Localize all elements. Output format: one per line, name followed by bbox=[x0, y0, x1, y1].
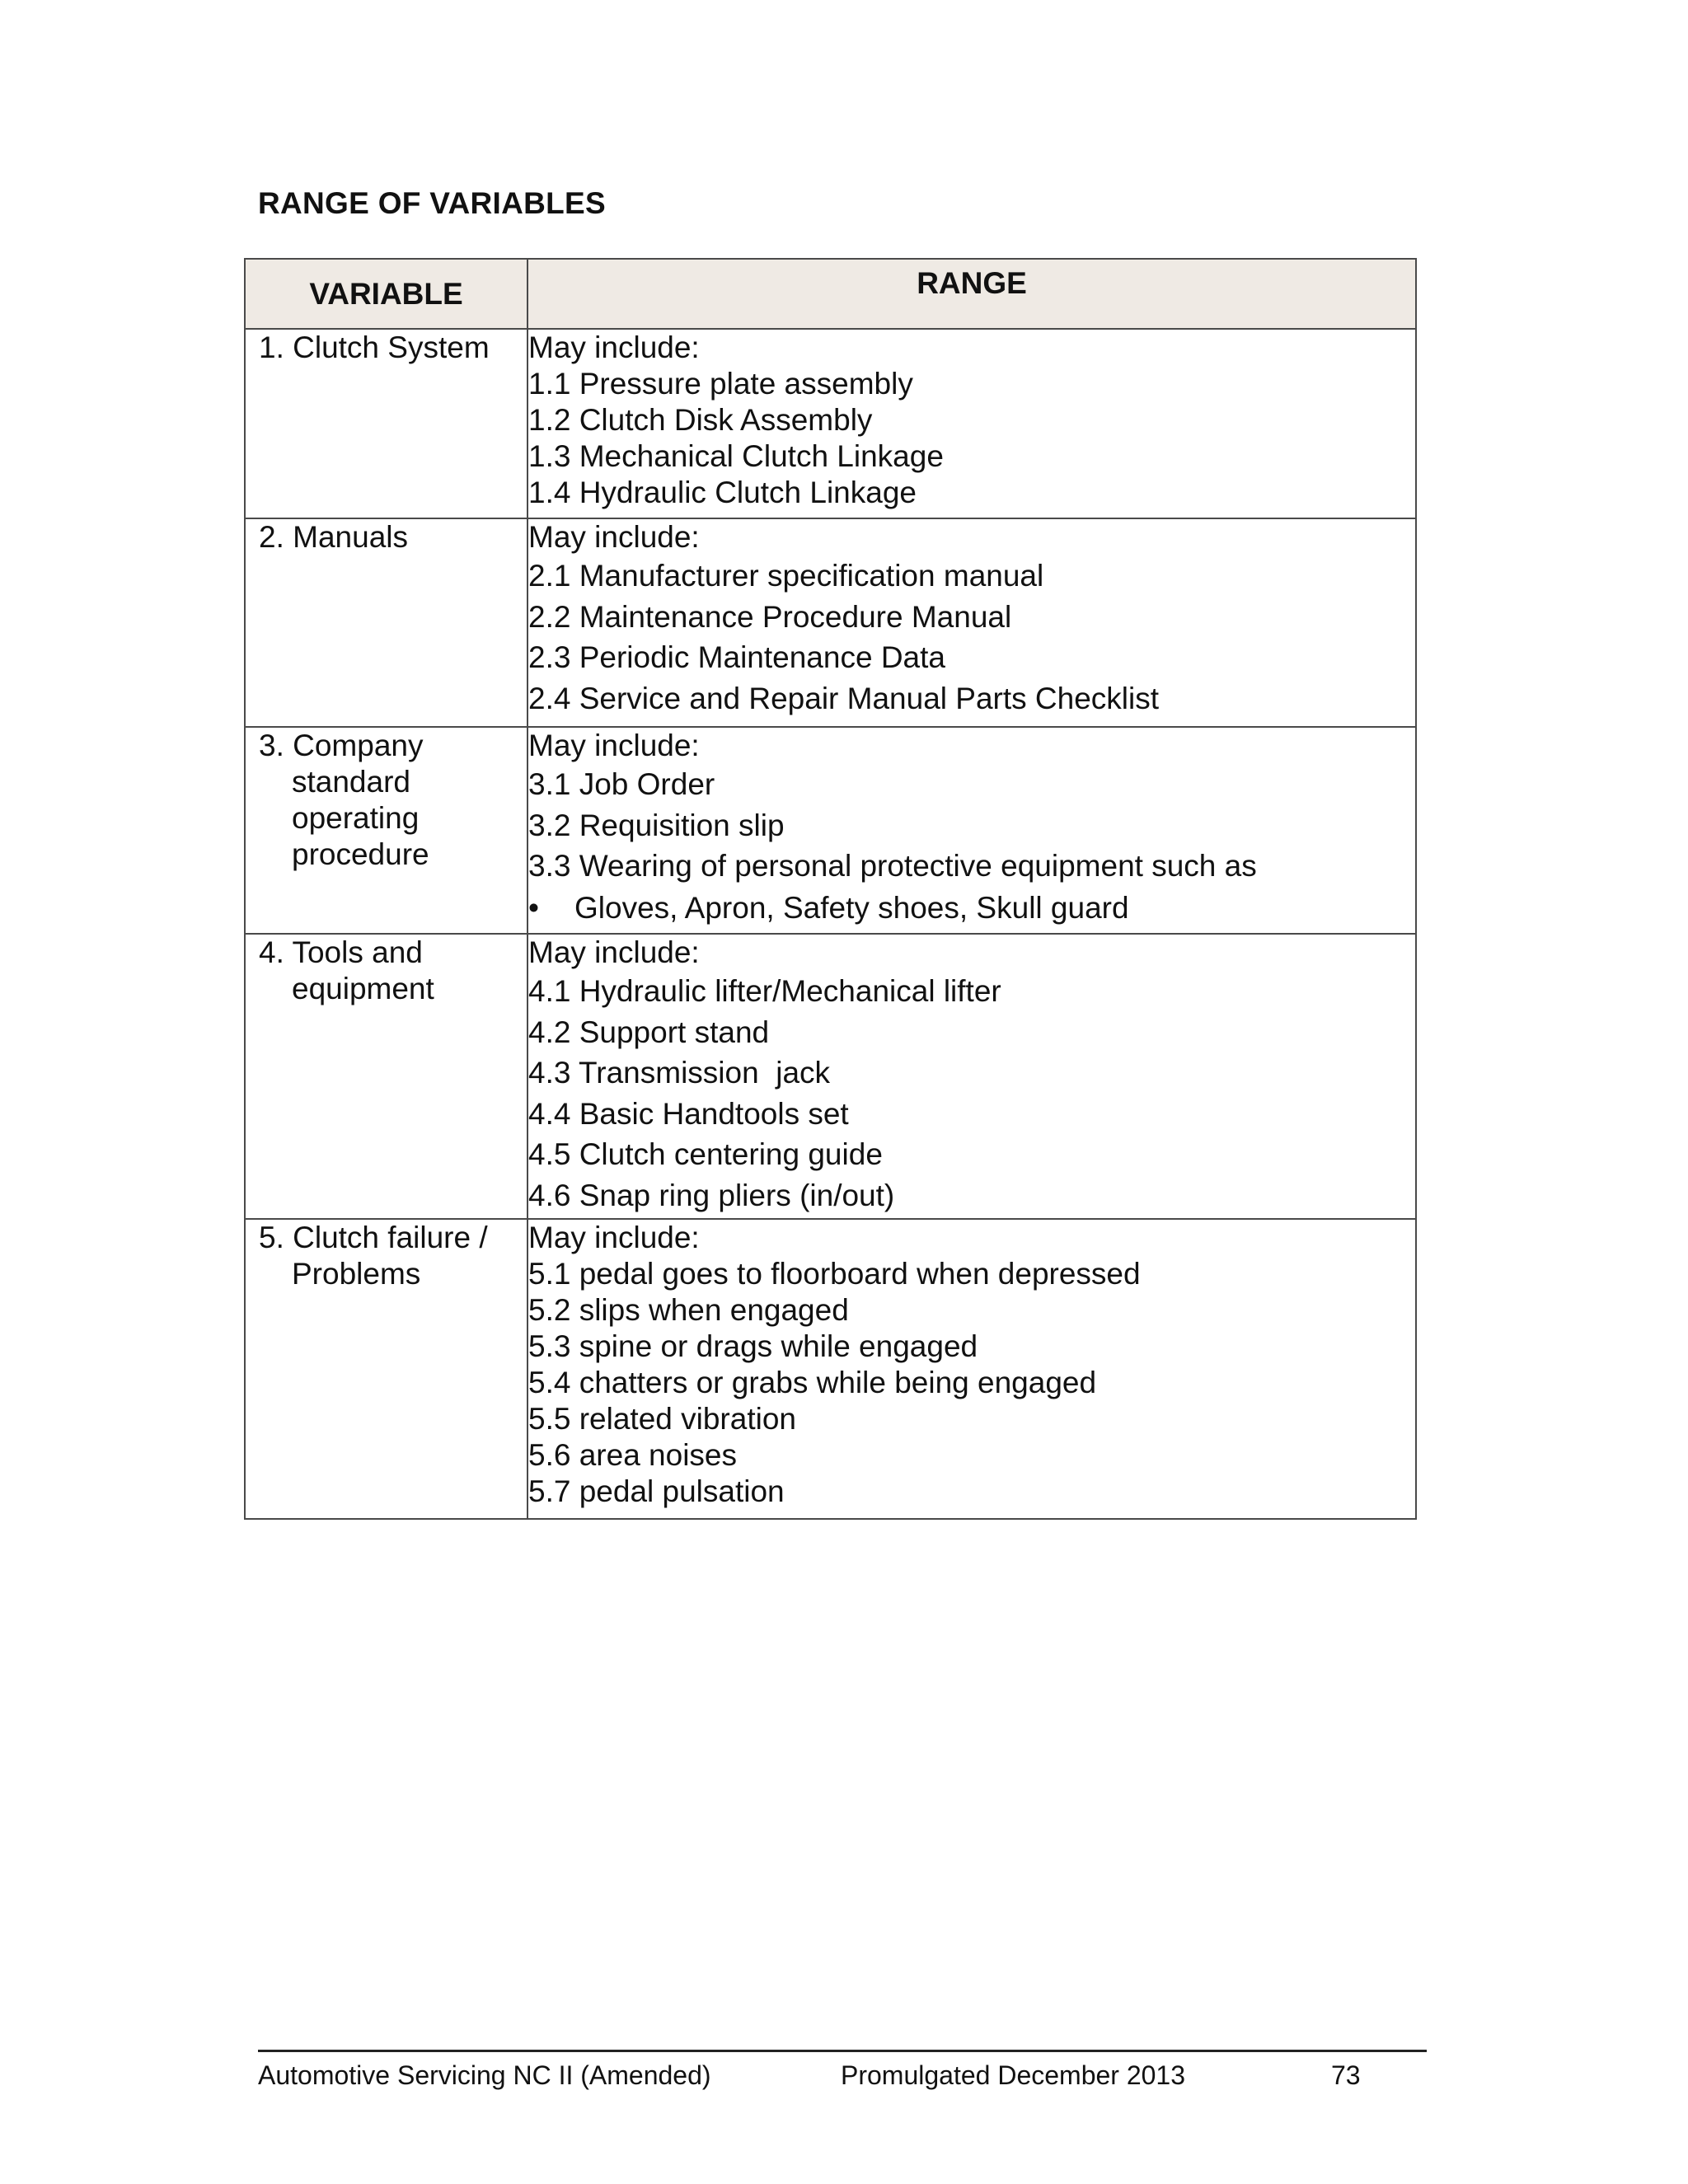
range-item: 5.4 chatters or grabs while being engaged bbox=[528, 1366, 1097, 1399]
range-item: 4.4 Basic Handtools set bbox=[528, 1096, 849, 1131]
range-item: 1.1 Pressure plate assembly bbox=[528, 367, 913, 401]
range-item: 4.1 Hydraulic lifter/Mechanical lifter bbox=[528, 974, 1001, 1008]
bullet-icon: • bbox=[528, 890, 539, 925]
range-of-variables-table bbox=[244, 258, 1417, 1520]
footer-document-title: Automotive Servicing NC II (Amended) bbox=[258, 2060, 711, 2090]
range-intro: May include: bbox=[528, 935, 700, 969]
range-cell bbox=[528, 727, 1416, 934]
variable-name: 5. Clutch failure / Problems bbox=[259, 1221, 488, 1291]
range-item: 2.2 Maintenance Procedure Manual bbox=[528, 599, 1012, 634]
range-item: 1.2 Clutch Disk Assembly bbox=[528, 403, 873, 437]
range-item: 1.3 Mechanical Clutch Linkage bbox=[528, 439, 944, 473]
variable-cell bbox=[245, 518, 528, 727]
range-column-header: RANGE bbox=[528, 259, 1416, 329]
range-item: 4.3 Transmission jack bbox=[528, 1056, 831, 1090]
range-item: 1.4 Hydraulic Clutch Linkage bbox=[528, 476, 917, 509]
range-item: 5.6 area noises bbox=[528, 1438, 738, 1472]
footer-divider bbox=[258, 2050, 1427, 2052]
range-intro: May include: bbox=[528, 330, 700, 364]
range-item: 5.3 spine or drags while engaged bbox=[528, 1329, 978, 1363]
variable-cell bbox=[245, 727, 528, 934]
variable-cell bbox=[245, 329, 528, 518]
section-title: RANGE OF VARIABLES bbox=[258, 186, 607, 220]
variable-column-header: VARIABLE bbox=[245, 259, 528, 329]
range-item: 4.5 Clutch centering guide bbox=[528, 1137, 883, 1171]
range-item: 5.2 slips when engaged bbox=[528, 1293, 849, 1327]
range-cell bbox=[528, 518, 1416, 727]
range-item: 2.4 Service and Repair Manual Parts Checklist bbox=[528, 681, 1160, 715]
table-row bbox=[245, 1219, 1416, 1519]
variable-name: 1. Clutch System bbox=[259, 330, 490, 364]
variable-name: 3. Company standard operating procedure bbox=[259, 729, 429, 871]
range-cell bbox=[528, 934, 1416, 1219]
range-item: 2.3 Periodic Maintenance Data bbox=[528, 640, 945, 674]
range-bullet-item bbox=[528, 887, 1415, 930]
footer-page-number: 73 bbox=[1331, 2060, 1361, 2090]
range-intro: May include: bbox=[528, 729, 700, 762]
variable-cell bbox=[245, 934, 528, 1219]
range-item: 5.1 pedal goes to floorboard when depressed bbox=[528, 1257, 1141, 1291]
range-cell bbox=[528, 329, 1416, 518]
variable-name: 2. Manuals bbox=[259, 520, 408, 554]
range-cell bbox=[528, 1219, 1416, 1519]
range-intro: May include: bbox=[528, 1221, 700, 1254]
range-bullet-text: Gloves, Apron, Safety shoes, Skull guard bbox=[574, 890, 1129, 925]
range-intro: May include: bbox=[528, 520, 700, 554]
range-item: 3.2 Requisition slip bbox=[528, 808, 785, 842]
table-row bbox=[245, 727, 1416, 934]
range-item: 4.2 Support stand bbox=[528, 1015, 770, 1049]
table-row bbox=[245, 934, 1416, 1219]
table-row bbox=[245, 329, 1416, 518]
range-item: 5.7 pedal pulsation bbox=[528, 1474, 785, 1508]
table-row bbox=[245, 518, 1416, 727]
footer-promulgation-date: Promulgated December 2013 bbox=[841, 2060, 1186, 2090]
range-item: 4.6 Snap ring pliers (in/out) bbox=[528, 1178, 895, 1212]
range-item: 3.1 Job Order bbox=[528, 767, 715, 801]
variable-name: 4. Tools and equipment bbox=[259, 935, 434, 1005]
table-header-row bbox=[245, 259, 1416, 329]
variable-cell bbox=[245, 1219, 528, 1519]
range-item: 5.5 related vibration bbox=[528, 1402, 796, 1436]
range-item: 2.1 Manufacturer specification manual bbox=[528, 559, 1044, 593]
range-item: 3.3 Wearing of personal protective equipment such as bbox=[528, 849, 1257, 883]
